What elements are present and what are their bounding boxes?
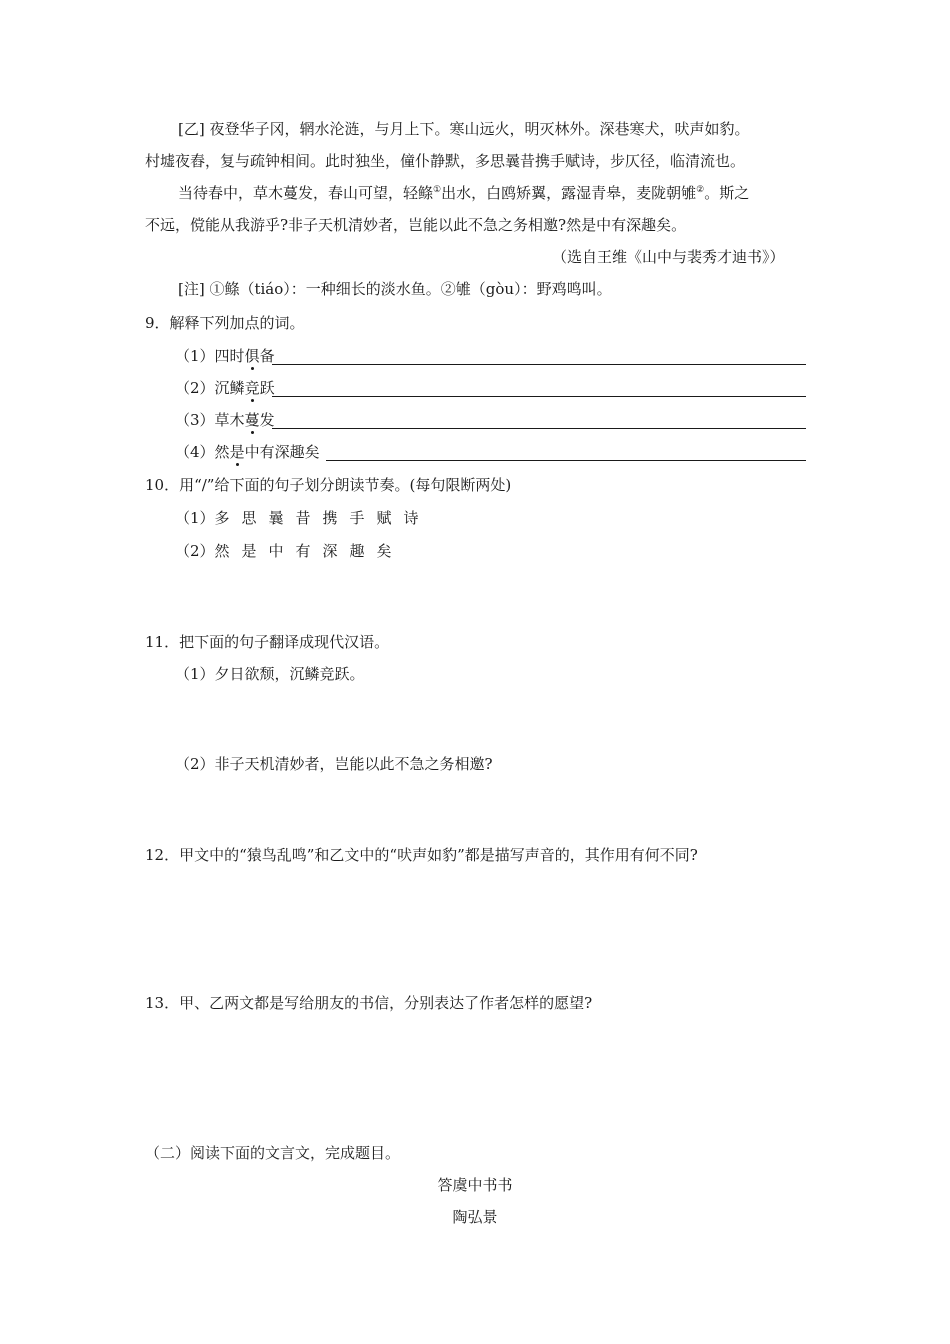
- q9-title: 9．解释下列加点的词。: [145, 314, 305, 332]
- q10-item-number: （2）: [175, 542, 215, 560]
- q9-dotted-word: 俱: [244, 347, 260, 365]
- q10-item-2: [175, 541, 404, 561]
- passage-line-2: 村墟夜舂，复与疏钟相间。此时独坐，僮仆静默，多思曩昔携手赋诗，步仄径，临清流也。: [145, 152, 746, 170]
- q12-title: 12．甲文中的“猿鸟乱鸣”和乙文中的“吠声如豹”都是描写声音的，其作用有何不同?: [145, 846, 698, 864]
- q9-item-text: 中有深趣矣: [244, 443, 320, 461]
- passage-line-3-part-a: 当待春中，草木蔓发，春山可望，轻鲦: [178, 184, 434, 202]
- section-heading: （二）阅读下面的文言文，完成题目。: [145, 1144, 401, 1162]
- q13-title: 13．甲、乙两文都是写给朋友的书信，分别表达了作者怎样的愿望?: [145, 994, 593, 1012]
- q9-item-text: 草木: [214, 411, 245, 429]
- q9-answer-line-3[interactable]: [272, 428, 806, 429]
- passage-line-3-part-c: 。斯之: [704, 184, 750, 202]
- q9-answer-line-1[interactable]: [272, 364, 806, 365]
- passage-line-4: 不远，傥能从我游乎?非子天机清妙者，岂能以此不急之务相邀?然是中有深趣矣。: [145, 216, 687, 234]
- q11-item-1: （1）夕日欲颓，沉鳞竞跃。: [175, 665, 365, 683]
- q9-answer-line-2[interactable]: [272, 396, 806, 397]
- essay-author: 陶弘景: [452, 1208, 498, 1226]
- q9-item-text: 备: [259, 347, 275, 365]
- q9-item-text: 然: [214, 443, 230, 461]
- q9-item-1: [175, 346, 275, 366]
- q11-title: 11．把下面的句子翻译成现代汉语。: [145, 633, 390, 651]
- q9-answer-line-4[interactable]: [326, 460, 806, 461]
- passage-source: （选自王维《山中与裴秀才迪书》）: [552, 248, 785, 266]
- passage-line-1: [乙] 夜登华子冈，辋水沦涟，与月上下。寒山远火，明灭林外。深巷寒犬，吠声如豹。: [178, 120, 750, 138]
- q11-item-2: （2）非子天机清妙者，岂能以此不急之务相邀?: [175, 755, 493, 773]
- q9-item-number: （3）: [175, 411, 215, 429]
- q10-item-number: （1）: [175, 509, 215, 527]
- passage-line-3: [178, 183, 749, 203]
- footnote-mark-1: ①: [433, 185, 442, 195]
- passage-line-3-part-b: 出水，白鸥矫翼，露湿青皋，麦陇朝雊: [441, 184, 697, 202]
- q9-item-number: （4）: [175, 443, 215, 461]
- q10-sentence[interactable]: 多思曩昔携手赋诗: [214, 509, 431, 527]
- q9-item-4: [175, 442, 320, 462]
- q9-item-number: （1）: [175, 347, 215, 365]
- q9-dotted-word: 是: [229, 443, 245, 461]
- q10-title: 10．用“/”给下面的句子划分朗读节奏。(每句限断两处): [145, 476, 512, 494]
- q9-item-3: [175, 410, 275, 430]
- footnote-mark-2: ②: [696, 185, 705, 195]
- q10-sentence[interactable]: 然是中有深趣矣: [214, 542, 404, 560]
- q9-item-text: 跃: [259, 379, 275, 397]
- q9-item-text: 发: [259, 411, 275, 429]
- q10-item-1: [175, 508, 431, 528]
- q9-dotted-word: 竞: [244, 379, 260, 397]
- q9-item-number: （2）: [175, 379, 215, 397]
- essay-title: 答虞中书书: [437, 1176, 513, 1194]
- passage-note: [注] ①鲦（tiáo）：一种细长的淡水鱼。②雊（gòu）：野鸡鸣叫。: [178, 280, 612, 298]
- q9-item-text: 四时: [214, 347, 245, 365]
- q9-item-text: 沉鳞: [214, 379, 245, 397]
- q9-item-2: [175, 378, 275, 398]
- q9-dotted-word: 蔓: [244, 411, 260, 429]
